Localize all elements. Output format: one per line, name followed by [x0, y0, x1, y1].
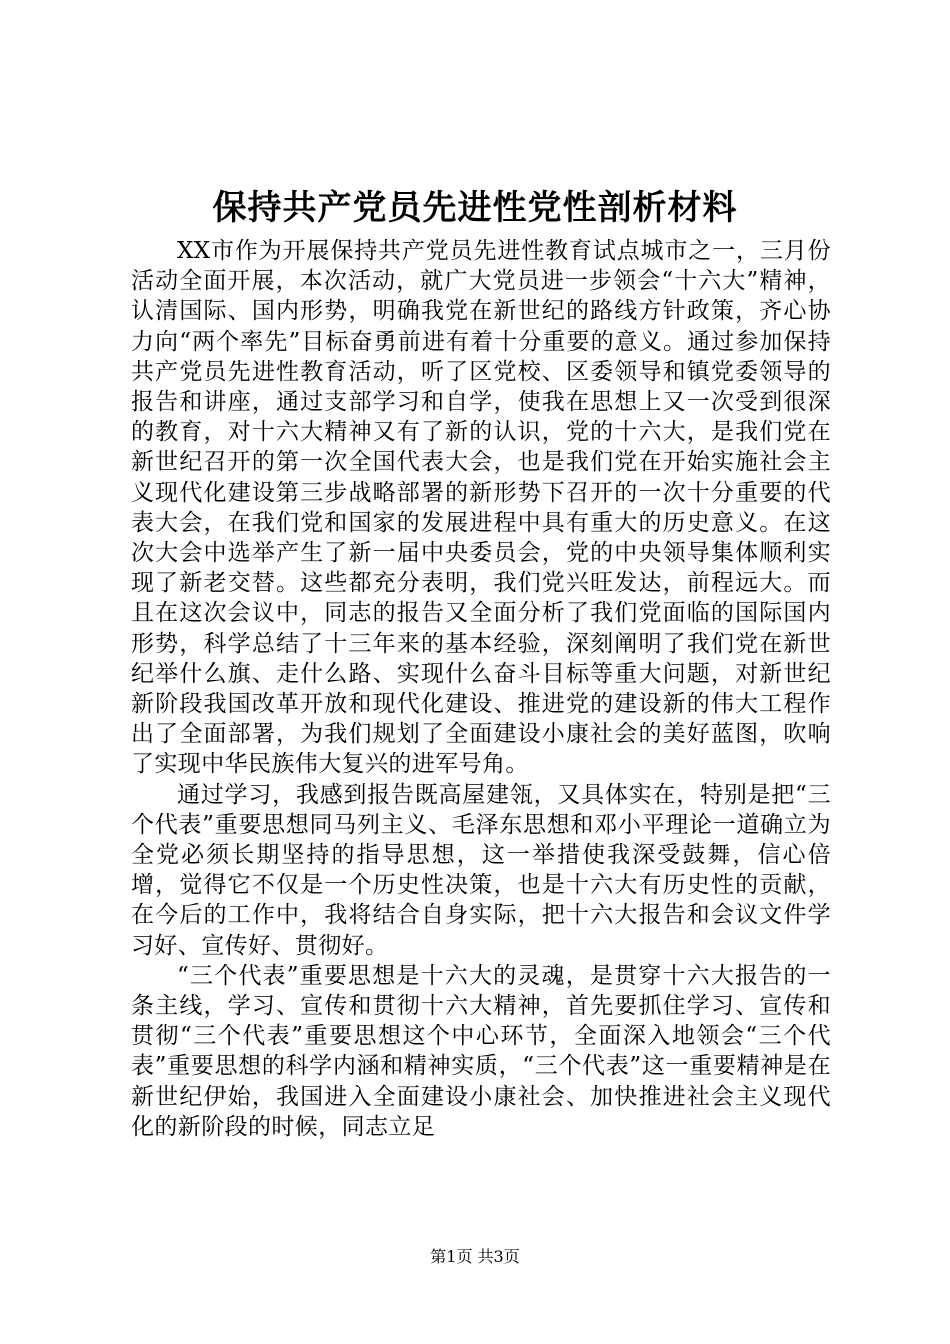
- document-title: 保持共产党员先进性党性剖析材料: [212, 188, 738, 228]
- page-number-footer: 第1页 共3页: [430, 1247, 520, 1266]
- document-body: [131, 236, 831, 1142]
- paragraph-1: XX市作为开展保持共产党员先进性教育试点城市之一，三月份活动全面开展，本次活动，就广大党员进一步领会“十六大”精神，认清国际、国内形势，明确我党在新世纪的路线方针政策，齐心协力向“两个率先”目标奋勇前进有着十分重要的意义。通过参加保持共产党员先进性教育活动，听了区党校、区委领导和镇党委领导的报告和讲座，通过支部学习和自学，使我在思想上又一次受到很深的教育，对十六大精神又有了新的认识，党的十六大，是我们党在新世纪召开的第一次全国代表大会，也是我们党在开始实施社会主义现代化建设第三步战略部署的新形势下召开的一次十分重要的代表大会，在我们党和国家的发展进程中具有重大的历史意义。在这次大会中选举产生了新一届中央委员会，党的中央领导集体顺利实现了新老交替。这些都充分表明，我们党兴旺发达，前程远大。而且在这次会议中，同志的报告又全面分析了我们党面临的国际国内形势，科学总结了十三年来的基本经验，深刻阐明了我们党在新世纪举什么旗、走什么路、实现什么奋斗目标等重大问题，对新世纪新阶段我国改革开放和现代化建设、推进党的建设新的伟大工程作出了全面部署，为我们规划了全面建设小康社会的美好蓝图，吹响了实现中华民族伟大复兴的进军号角。: [131, 238, 831, 778]
- paragraph-3: “三个代表”重要思想是十六大的灵魂，是贯穿十六大报告的一条主线，学习、宣传和贯彻十六大精神，首先要抓住学习、宣传和贯彻“三个代表”重要思想这个中心环节，全面深入地领会“三个代表”重要思想的科学内涵和精神实质，“三个代表”这一重要精神是在新世纪伊始，我国进入全面建设小康社会、加快推进社会主义现代化的新阶段的时候，同志立足: [131, 962, 831, 1140]
- paragraph-2: 通过学习，我感到报告既高屋建瓴，又具体实在，特别是把“三个代表”重要思想同马列主义、毛泽东思想和邓小平理论一道确立为全党必须长期坚持的指导思想，这一举措使我深受鼓舞，信心倍增，觉得它不仅是一个历史性决策，也是十六大有历史性的贡献，在今后的工作中，我将结合自身实际，把十六大报告和会议文件学习好、宣传好、贯彻好。: [131, 781, 831, 959]
